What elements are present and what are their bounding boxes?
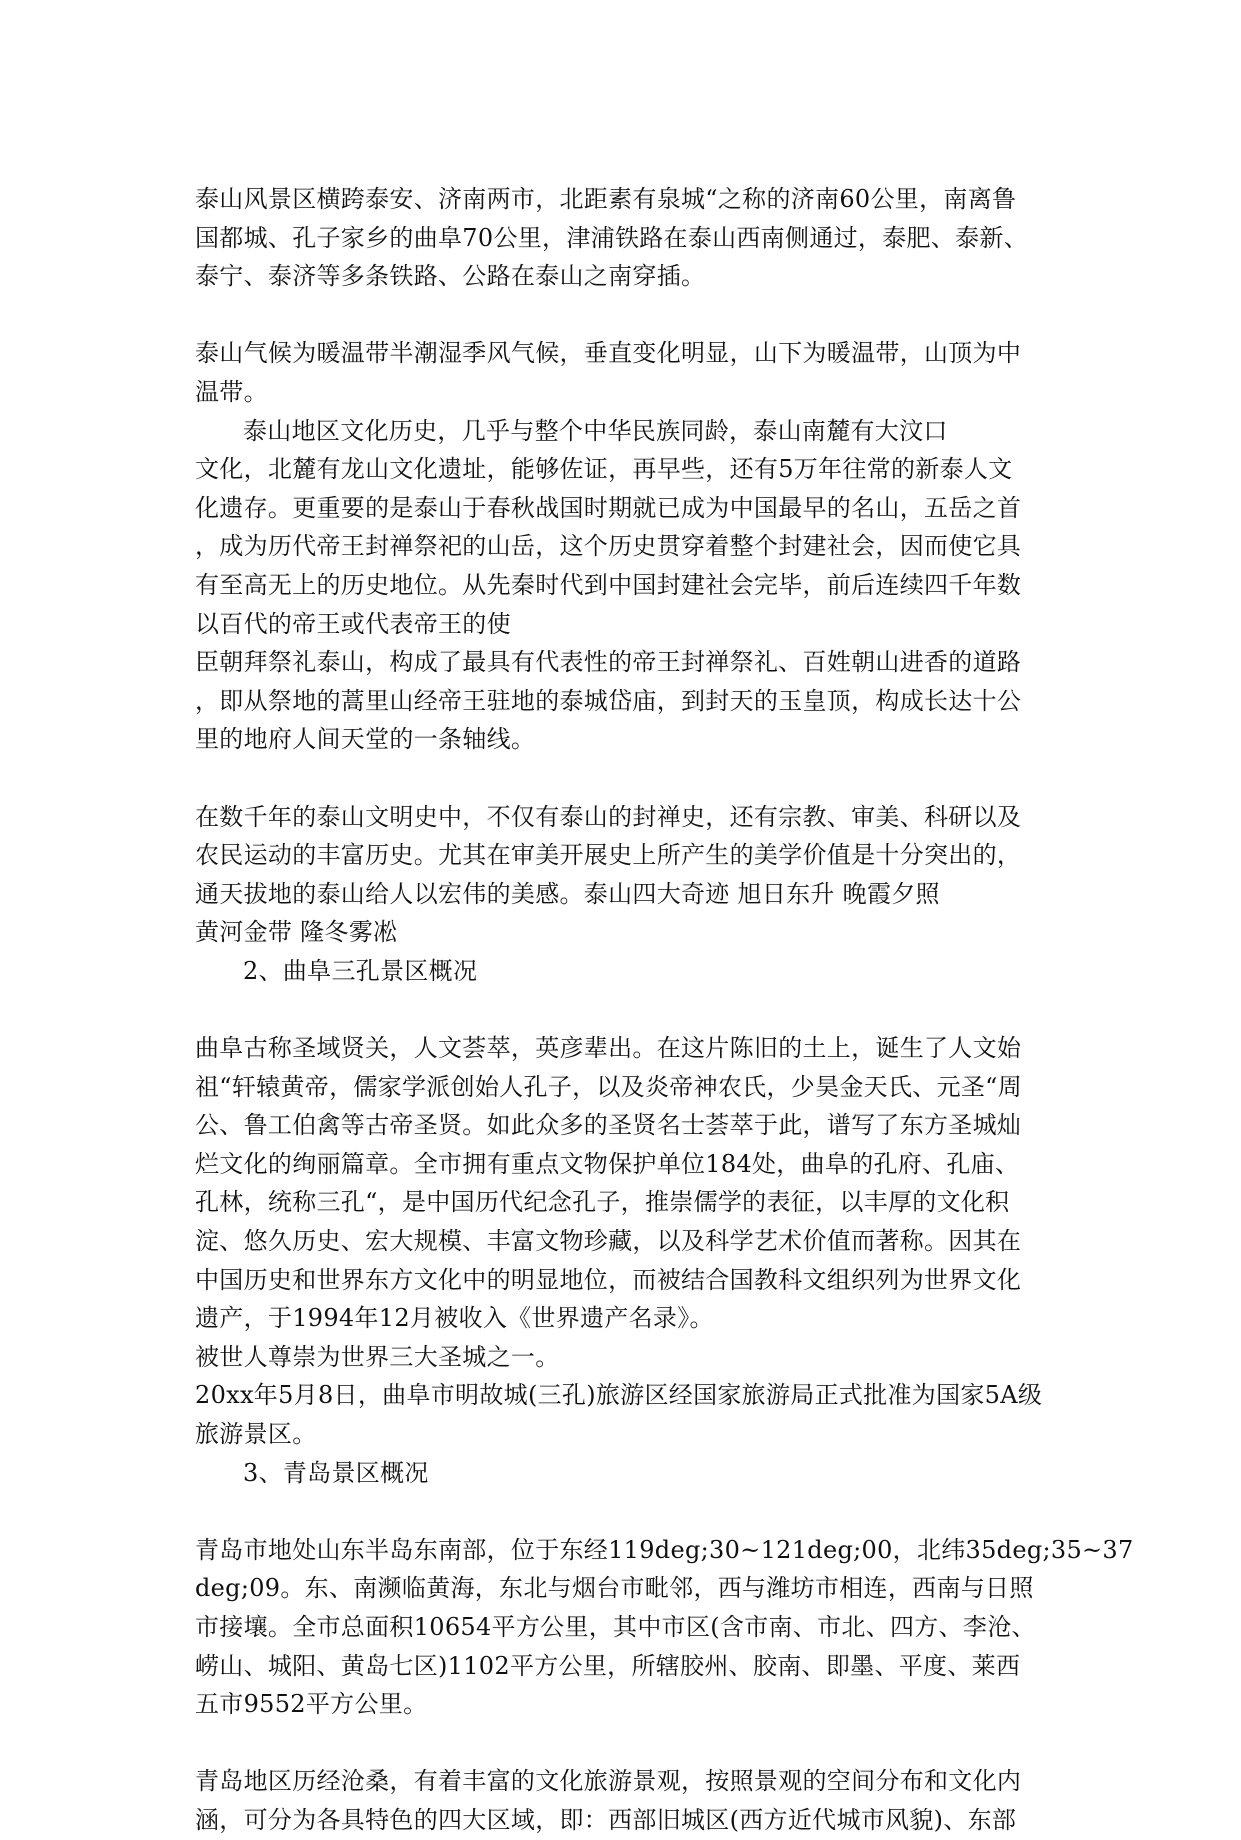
text-line: 文化，北麓有龙山文化遗址，能够佐证，再早些，还有5万年往常的新泰人文 [195,455,1013,484]
text-line: ，成为历代帝王封禅祭祀的山岳，这个历史贯穿着整个封建社会，因而使它具 [195,532,1022,561]
blank-line [195,1724,1065,1763]
text-line: 3、青岛景区概况 [243,1458,429,1487]
text-line: 泰山地区文化历史，几乎与整个中华民族同龄，泰山南麓有大汶口 [243,416,948,445]
text-line: 农民运动的丰富历史。尤其在审美开展史上所产生的美学价值是十分突出的， [195,841,1022,870]
blank-line [195,759,1065,798]
text-line: 曲阜古称圣域贤关，人文荟萃，英彦辈出。在这片陈旧的土上，诞生了人文始 [195,1034,1022,1063]
text-line: 2、曲阜三孔景区概况 [243,956,478,985]
text-line: 旅游景区。 [195,1420,317,1448]
text-line: 国都城、孔子家乡的曲阜70公里，津浦铁路在泰山西南侧通过，泰肥、泰新、 [195,223,1029,252]
text-line: 有至高无上的历史地位。从先秦时代到中国封建社会完毕，前后连续四千年数 [195,570,1022,599]
text-line: 以百代的帝王或代表帝王的使 [195,609,511,638]
text-line: 公、鲁工伯禽等古帝圣贤。如此众多的圣贤名士荟萃于此，谱写了东方圣城灿 [195,1111,1022,1140]
text-line: 里的地府人间天堂的一条轴线。 [195,725,536,754]
text-line: 遗产，于1994年12月被收入《世界遗产名录》。 [195,1304,714,1333]
text-line: ，即从祭地的蒿里山经帝王驻地的泰城岱庙，到封天的玉皇顶，构成长达十公 [195,686,1022,715]
text-line: 化遗存。更重要的是泰山于春秋战国时期就已成为中国最早的名山，五岳之首 [195,493,1022,522]
text-line: 在数千年的泰山文明史中，不仅有泰山的封禅史，还有宗教、审美、科研以及 [195,802,1022,831]
text-line: 五市9552平方公里。 [195,1690,428,1719]
text-line: 孔林，统称三孔“，是中国历代纪念孔子，推崇儒学的表征，以丰厚的文化积 [195,1188,1010,1217]
blank-line [195,1492,1065,1531]
text-line: 涵，可分为各具特色的四大区域，即：西部旧城区(西方近代城市风貌)、东部 [195,1805,1017,1834]
body-text [195,180,1134,1840]
text-line: 青岛地区历经沧桑，有着丰富的文化旅游景观，按照景观的空间分布和文化内 [195,1767,1022,1796]
blank-line [195,990,1065,1029]
text-line: 中国历史和世界东方文化中的明显地位，而被结合国教科文组织列为世界文化 [195,1265,1022,1294]
text-line: 温带。 [195,377,268,406]
blank-line [195,296,1065,335]
text-line: deg;09。东、南濒临黄海，东北与烟台市毗邻，西与潍坊市相连，西南与日照 [195,1574,1034,1603]
text-line: 市接壤。全市总面积10654平方公里，其中市区(含市南、市北、四方、李沧、 [195,1612,1036,1641]
text-line: 崂山、城阳、黄岛七区)1102平方公里，所辖胶州、胶南、即墨、平度、莱西 [195,1651,1021,1680]
text-line: 被世人尊崇为世界三大圣城之一。 [195,1342,560,1371]
text-line: 通天拔地的泰山给人以宏伟的美感。泰山四大奇迹 旭日东升 晚霞夕照 [195,879,940,908]
text-line: 青岛市地处山东半岛东南部，位于东经119deg;30~121deg;00，北纬35deg;35~37 [195,1535,1134,1564]
text-line: 祖“轩辕黄帝，儒家学派创始人孔子，以及炎帝神农氏，少昊金天氏、元圣“周 [195,1072,1023,1101]
text-line: 泰山气候为暖温带半潮湿季风气候，垂直变化明显，山下为暖温带，山顶为中 [195,339,1022,368]
text-line: 泰宁、泰济等多条铁路、公路在泰山之南穿插。 [195,262,706,291]
text-line: 泰山风景区横跨泰安、济南两市，北距素有泉城“之称的济南60公里，南离鲁 [195,185,1017,213]
text-line: 20xx年5月8日，曲阜市明故城(三孔)旅游区经国家旅游局正式批准为国家5A级 [195,1381,1043,1410]
text-line: 烂文化的绚丽篇章。全市拥有重点文物保护单位184处，曲阜的孔府、孔庙、 [195,1149,1020,1178]
text-line: 黄河金带 隆冬雾凇 [195,918,398,947]
text-line: 淀、悠久历史、宏大规模、丰富文物珍藏，以及科学艺术价值而著称。因其在 [195,1227,1022,1256]
text-line: 臣朝拜祭礼泰山，构成了最具有代表性的帝王封禅祭礼、百姓朝山进香的道路 [195,648,1022,677]
